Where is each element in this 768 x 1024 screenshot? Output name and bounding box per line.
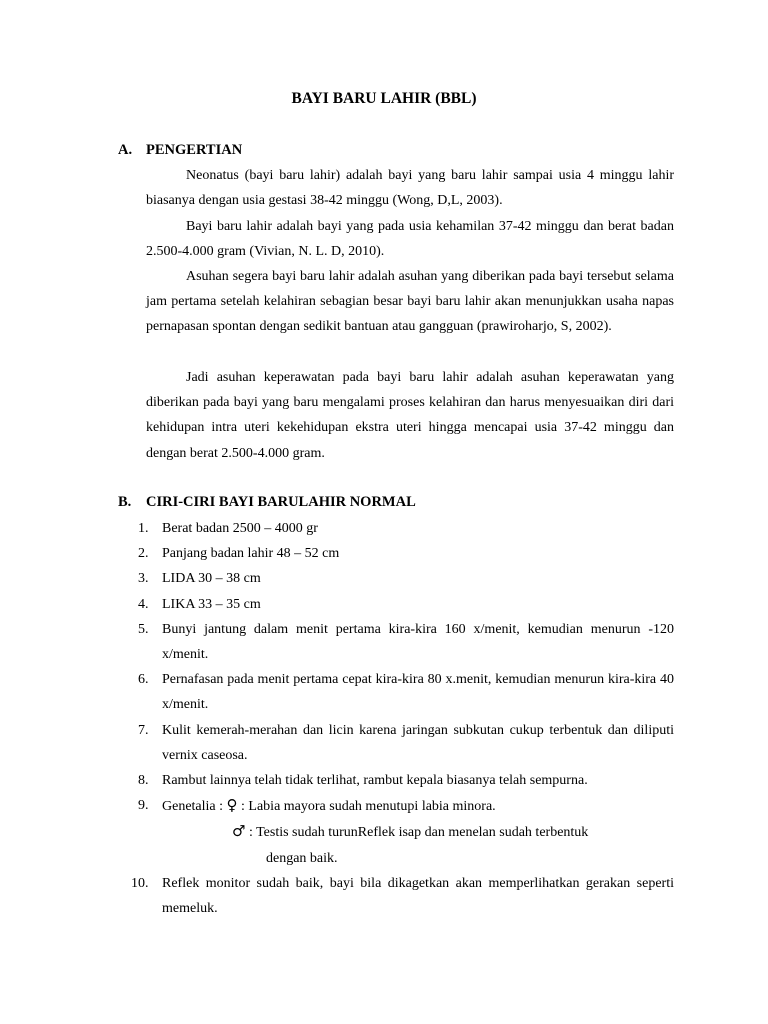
genetalia-female-line bbox=[162, 793, 674, 819]
list-item bbox=[118, 667, 674, 717]
list-item-text: Panjang badan lahir 48 – 52 cm bbox=[162, 546, 340, 562]
list-item bbox=[118, 768, 674, 793]
section-a-paragraph-2: Bayi baru lahir adalah bayi yang pada usia kehamilan 37-42 minggu dan berat badan 2.500-4.000 gram (Vivian, N. L. D, 2010). bbox=[146, 219, 674, 260]
section-a-heading bbox=[118, 142, 242, 159]
list-item-number: 3. bbox=[138, 571, 149, 587]
genetalia-label: Genetalia : bbox=[162, 799, 224, 815]
list-item-text: Berat badan 2500 – 4000 gr bbox=[162, 521, 318, 536]
genetalia-male-text-continued: dengan baik. bbox=[266, 850, 338, 866]
list-item bbox=[118, 541, 674, 566]
section-a-letter: A. bbox=[118, 142, 133, 158]
genetalia-male-line bbox=[162, 819, 674, 845]
list-item bbox=[118, 871, 674, 921]
list-item-text: LIDA 30 – 38 cm bbox=[162, 571, 261, 587]
list-item-text: LIKA 33 – 35 cm bbox=[162, 596, 261, 612]
male-symbol-icon: ♂ bbox=[232, 822, 246, 841]
list-item-number: 9. bbox=[138, 798, 149, 814]
section-a-paragraph-3: Asuhan segera bayi baru lahir adalah asuhan yang diberikan pada bayi tersebut selama jam pertama setelah kelahiran sebagian besar bayi baru lahir akan menunjukkan usaha napas pernapasan spontan dengan sedikit bantuan atau gangguan (prawiroharjo, S, 2002). bbox=[146, 269, 674, 335]
list-item bbox=[118, 566, 674, 591]
list-item-number: 7. bbox=[138, 722, 149, 738]
document-title: BAYI BARU LAHIR (BBL) bbox=[291, 90, 477, 107]
list-item-text: Reflek monitor sudah baik, bayi bila dikagetkan akan memperlihatkan gerakan seperti memeluk. bbox=[162, 875, 674, 917]
list-item-text: Pernafasan pada menit pertama cepat kira-kira 80 x.menit, kemudian menurun kira-kira 40 x/menit. bbox=[162, 672, 674, 713]
section-b-title: CIRI-CIRI BAYI BARULAHIR NORMAL bbox=[146, 494, 416, 510]
list-item-number: 1. bbox=[138, 521, 149, 536]
list-item-text: Kulit kemerah-merahan dan licin karena jaringan subkutan cukup terbentuk dan diliputi vernix caseosa. bbox=[162, 722, 674, 763]
list-item-text: Rambut lainnya telah tidak terlihat, rambut kepala biasanya telah sempurna. bbox=[162, 773, 588, 789]
section-a-paragraph-1: Neonatus (bayi baru lahir) adalah bayi yang baru lahir sampai usia 4 minggu lahir biasanya dengan usia gestasi 38-42 minggu (Wong, D,L, 2003). bbox=[146, 168, 674, 209]
genetalia-female-text: : Labia mayora sudah menutupi labia minora. bbox=[241, 799, 496, 815]
female-symbol-icon: ♀ bbox=[226, 796, 238, 815]
section-b-heading bbox=[118, 494, 416, 511]
normal-newborn-list bbox=[118, 516, 674, 921]
list-item-number: 10. bbox=[131, 875, 149, 891]
list-item-number: 6. bbox=[138, 672, 149, 688]
list-item bbox=[118, 516, 674, 541]
section-b-letter: B. bbox=[118, 494, 132, 510]
list-item-text: Bunyi jantung dalam menit pertama kira-kira 160 x/menit, kemudian menurun -120 x/menit. bbox=[162, 621, 674, 663]
list-item-number: 5. bbox=[138, 621, 149, 637]
section-a-paragraph-4: Jadi asuhan keperawatan pada bayi baru lahir adalah asuhan keperawatan yang diberikan pada bayi yang baru mengalami proses kelahiran dan harus menyesuaikan diri dari kehidupan intra uteri kekehidupan ekstra uteri hingga mencapai usia 37-42 minggu dan dengan berat 2.500-4.000 gram. bbox=[146, 370, 674, 461]
list-item-number: 4. bbox=[138, 596, 149, 612]
genetalia-male-text: : Testis sudah turunReflek isap dan menelan sudah terbentuk bbox=[248, 825, 589, 841]
list-item bbox=[118, 617, 674, 667]
list-item bbox=[118, 718, 674, 768]
list-item-number: 2. bbox=[138, 546, 149, 562]
list-item bbox=[118, 592, 674, 617]
list-item-number: 8. bbox=[138, 773, 149, 789]
section-a-title: PENGERTIAN bbox=[146, 142, 243, 158]
list-item-genetalia bbox=[118, 793, 674, 871]
